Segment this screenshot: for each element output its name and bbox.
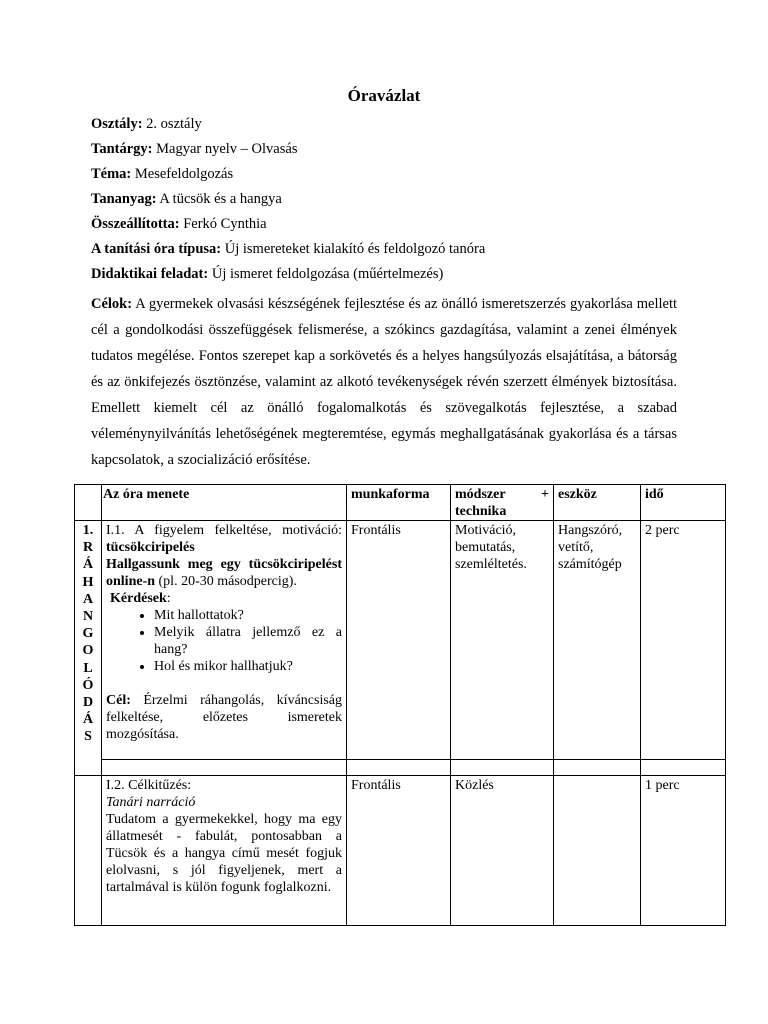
meta-subject: Tantárgy: Magyar nyelv – Olvasás [91,141,298,157]
meta-author: Összeállította: Ferkó Cynthia [91,216,267,232]
meta-didactic-task: Didaktikai feladat: Új ismeret feldolgozása (műértelmezés) [91,266,444,282]
meta-material: Tananyag: A tücsök és a hangya [91,191,282,207]
header-modszer: módszer + technika [451,485,554,521]
list-item: • Hol és mikor hallhatjuk? [154,658,342,675]
meta-lesson-type: A tanítási óra típusa: Új ismereteket kialakító és feldolgozó tanóra [91,241,486,257]
cell-eszkoz [554,776,641,926]
page-title: Óravázlat [347,86,421,105]
table-header-row [75,485,726,521]
list-item: • Mit hallottatok? [154,607,342,624]
header-empty [75,485,102,521]
lesson-plan-table [74,484,726,926]
step-motivation [102,521,347,760]
cell-ido: 1 perc [641,776,726,926]
cell-modszer: Motiváció, bemutatás, szemléltetés. [451,521,554,760]
cell-munkaforma: Frontális [347,521,451,760]
cell-modszer: Közlés [451,776,554,926]
meta-topic: Téma: Mesefeldolgozás [91,166,234,182]
table-row-spacer [75,760,726,776]
header-munkaforma: munkaforma [347,485,451,521]
table-row [75,776,726,926]
table-row [75,521,726,760]
header-eszkoz: eszköz [554,485,641,521]
step-goal-setting: I.2. Célkitűzés: Tanári narráció Tudatom a gyermekekkel, hogy ma egy állatmesét - fabulát, pontosabban a Tücsök és a hangya című mesét fogjuk elolvasni, s jól figyeljenek, mert a tartalmával is külön fogunk foglalkozni. [102,776,347,926]
phase-label: 1. R Á H A N G O L Ó D Á S [75,521,102,776]
goals-paragraph: Célok: A gyermekek olvasási készségének fejlesztése és az önálló ismeretszerzés gyakorlása mellett cél a gondolkodási összefüggések felismerése, a szókincs gazdagítása, valamint a zenei élmények tudatos megélése. Fontos szerepet kap a sorkövetés és a helyes hangsúlyozás elsajátítása, a bátorság és az önkifejezés ösztönzése, valamint az alkotó tevékenységek révén szerzett élmények biztosítása. Emellett kiemelt cél az önálló fogalomalkotás és szövegalkotás fejlesztése, a szabad véleménynyilvánítás lehetőségének megteremtése, egymás meghallgatásának gyakorlása és a társas kapcsolatok, a szocializáció erősítése. [91,296,677,468]
cell-eszkoz: Hangszóró, vetítő, számítógép [554,521,641,760]
cell-munkaforma: Frontális [347,776,451,926]
header-menet: Az óra menete [102,485,347,521]
step-motivation-listen: Hallgassunk meg egy tücsökciripelést online-n (pl. 20-30 másodpercig). [106,557,342,589]
meta-class: Osztály: 2. osztály [91,116,202,132]
list-item: • Melyik állatra jellemző ez a hang? [154,624,342,658]
step-motivation-goal: Cél: Érzelmi ráhangolás, kíváncsiság felkeltése, előzetes ismeretek mozgósítása. [106,693,342,742]
cell-ido: 2 perc [641,521,726,760]
questions-label: Kérdések: [110,591,171,606]
header-ido: idő [641,485,726,521]
question-list [106,607,342,675]
step-motivation-title: I.1. A figyelem felkeltése, motiváció: tücsökciripelés [106,523,342,555]
